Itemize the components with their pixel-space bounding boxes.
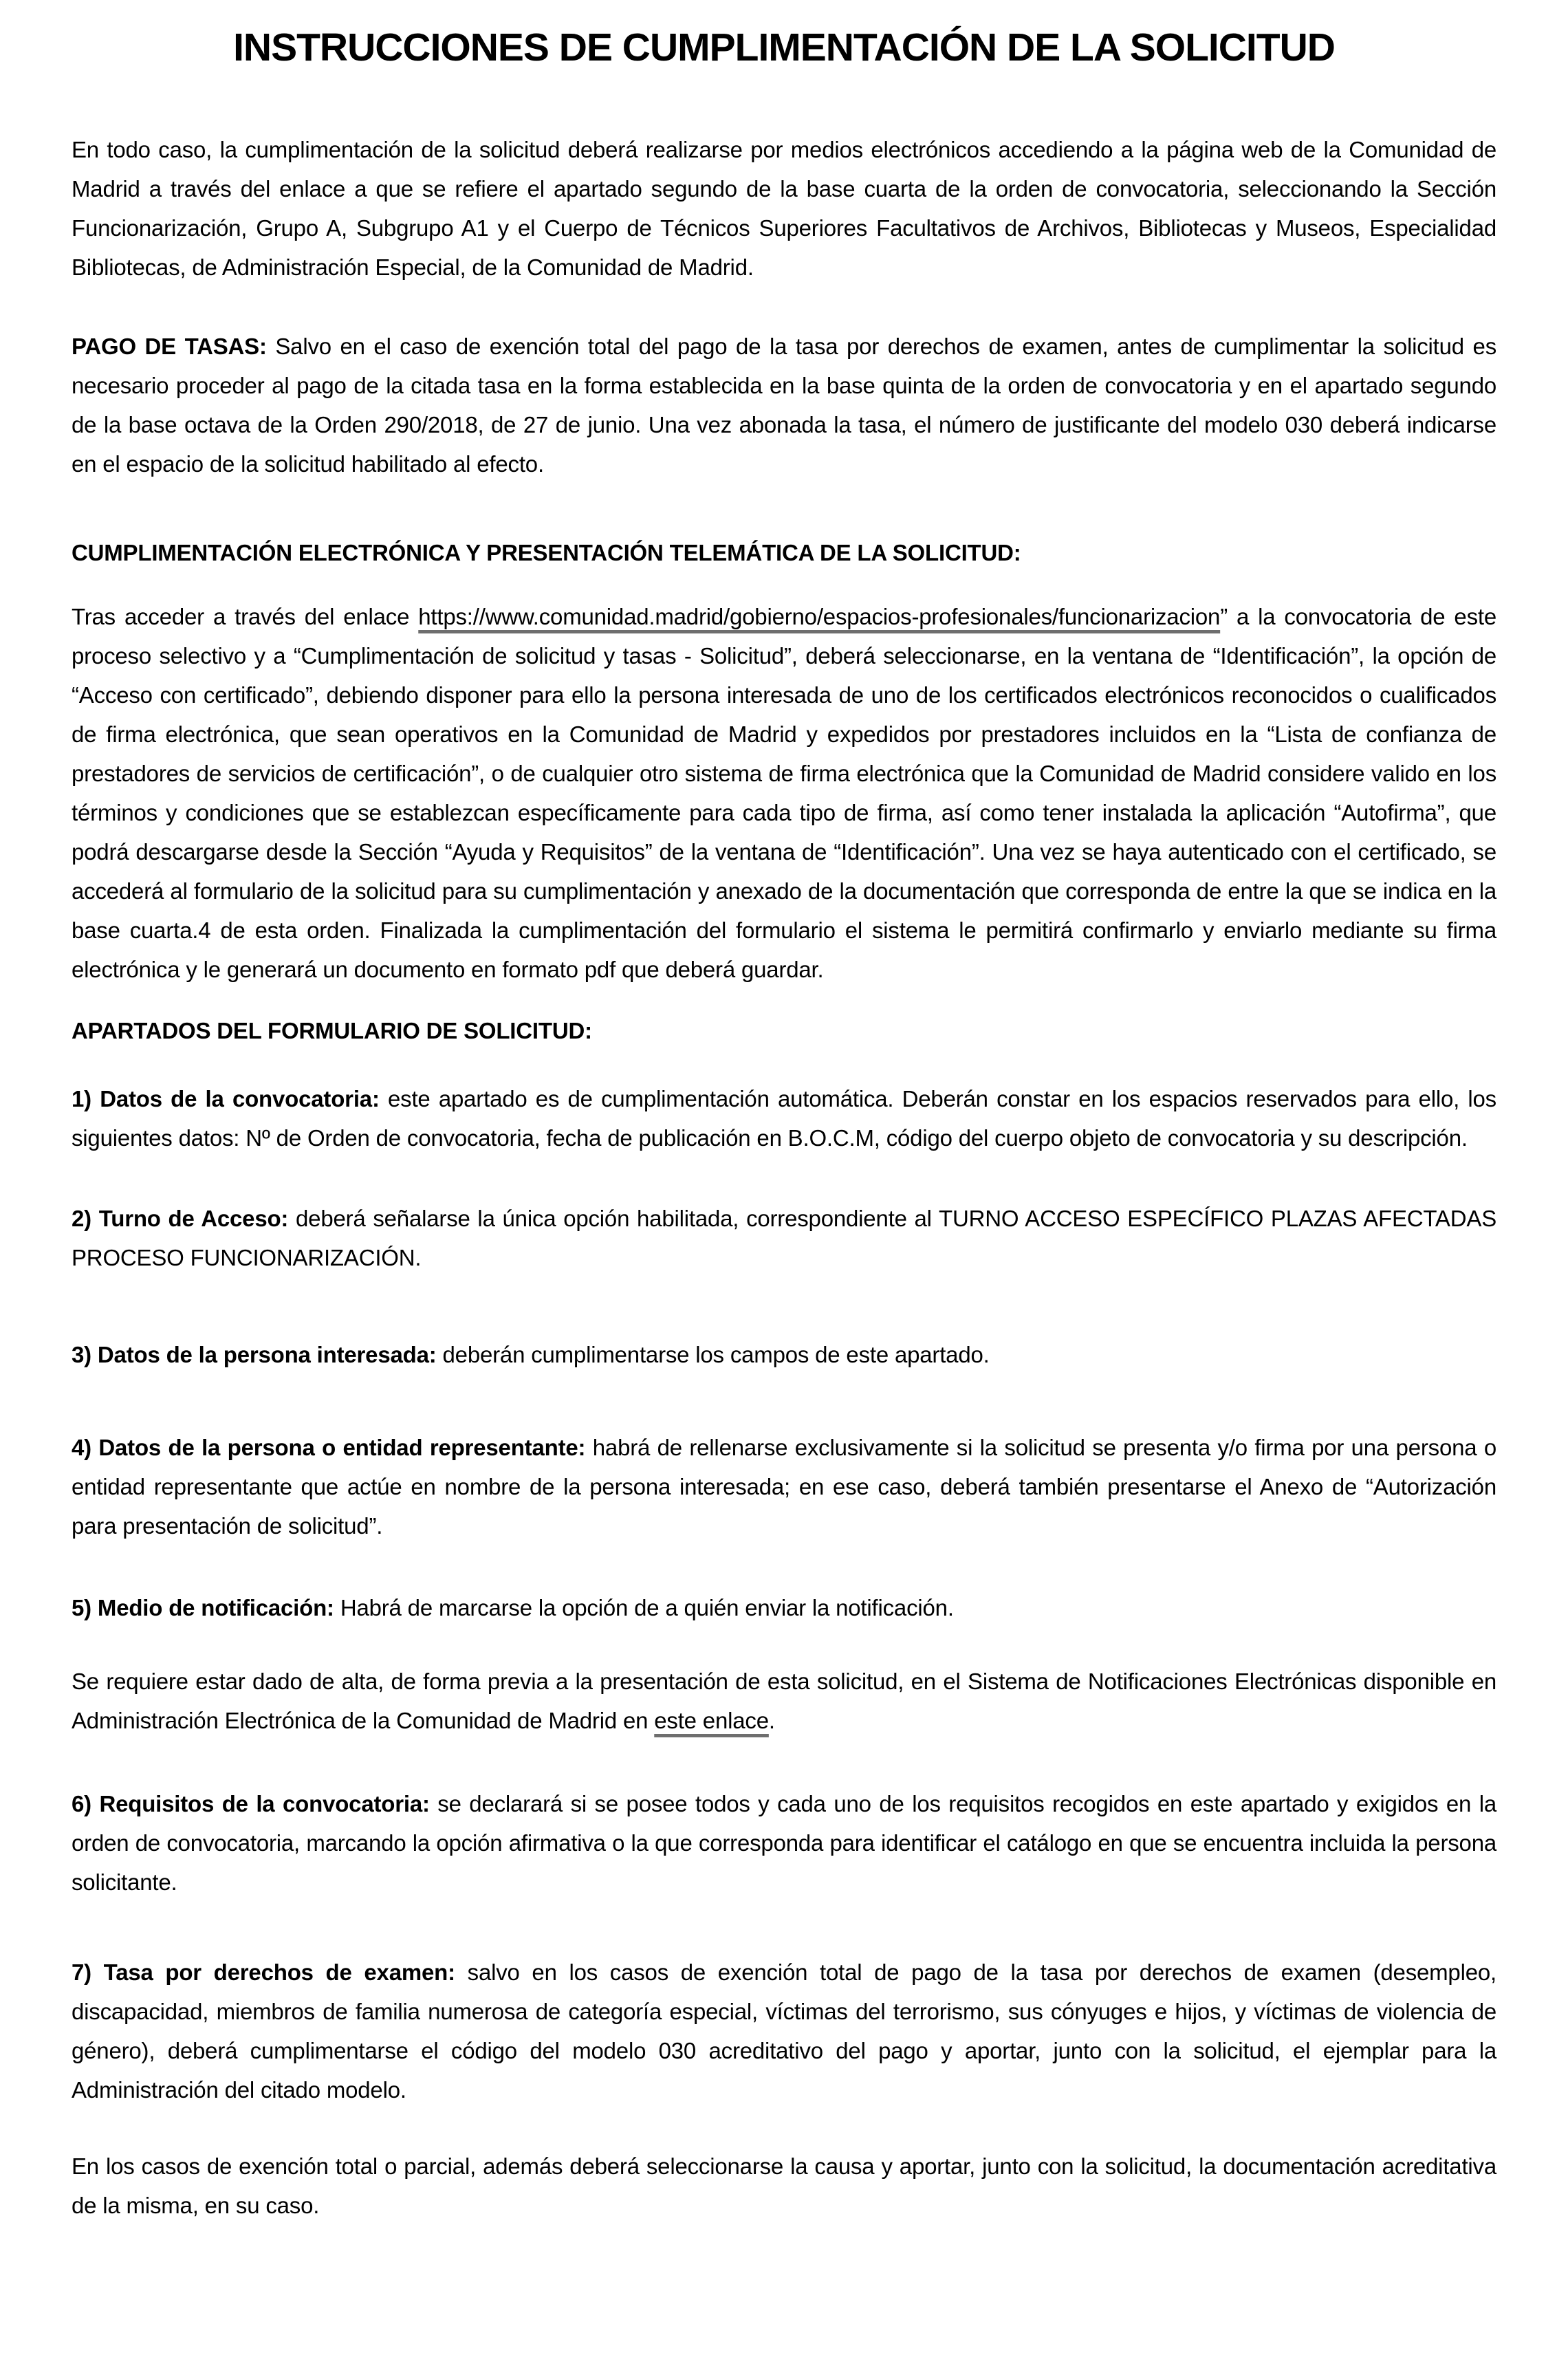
block-pago-de-tasas xyxy=(72,327,1496,484)
document-body xyxy=(72,130,1496,2225)
block-requisitos-convocatoria xyxy=(72,1784,1496,1902)
block-tras-acceder xyxy=(72,597,1496,989)
text-run: Tras acceder a través del enlace xyxy=(72,604,419,630)
bold-lead: CUMPLIMENTACIÓN ELECTRÓNICA Y PRESENTACIÓN TELEMÁTICA DE LA SOLICITUD: xyxy=(72,540,1021,566)
text-run: Salvo en el caso de exención total del pago de la tasa por derechos de examen, antes de cumplimentar la solicitud es necesario proceder al pago de la citada tasa en la forma establecida en la base quinta de la orden de convocatoria y en el apartado segundo de la base octava de la Orden 290/2018, de 27 de junio. Una vez abonada la tasa, el número de justificante del modelo 030 deberá indicarse en el espacio de la solicitud habilitado al efecto. xyxy=(72,334,1497,477)
block-datos-persona-interesada xyxy=(72,1335,1496,1374)
bold-lead: APARTADOS DEL FORMULARIO DE SOLICITUD: xyxy=(72,1018,592,1044)
text-run: Se requiere estar dado de alta, de forma previa a la presentación de esta solicitud, en el Sistema de Notificaciones Electrónicas disponible en Administración Electrónica de la Comunidad de Madrid en xyxy=(72,1669,1496,1734)
text-run: este apartado es de cumplimentación automática. Deberán constar en los espacios reservados para ello, los siguientes datos: Nº de Orden de convocatoria, fecha de publicación en B.O.C.M, código del cuerpo objeto de convocatoria y su descripción. xyxy=(72,1086,1496,1151)
block-medio-notificacion xyxy=(72,1588,1496,1627)
text-run: deberán cumplimentarse los campos de este apartado. xyxy=(436,1342,990,1368)
hyperlink[interactable]: https://www.comunidad.madrid/gobierno/espacios-profesionales/funcionarizacion xyxy=(418,604,1221,630)
text-run: se declarará si se posee todos y cada uno de los requisitos recogidos en este apartado y exigidos en la orden de convocatoria, marcando la opción afirmativa o la que corresponda para identificar el catálogo en que se encuentra incluida la persona solicitante. xyxy=(72,1791,1496,1896)
block-datos-representante xyxy=(72,1428,1496,1545)
text-run: Habrá de marcarse la opción de a quién enviar la notificación. xyxy=(334,1595,954,1621)
block-heading-cumplimentacion xyxy=(72,533,1496,572)
text-run: . xyxy=(768,1708,775,1734)
text-run: deberá señalarse la única opción habilitada, correspondiente al TURNO ACCESO ESPECÍFICO PLAZAS AFECTADAS PROCESO FUNCIONARIZACIÓN. xyxy=(72,1206,1497,1271)
text-run: salvo en los casos de exención total de pago de la tasa por derechos de examen (desempleo, discapacidad, miembros de familia numerosa de categoría especial, víctimas del terrorismo, sus cónyuges e hijos, y víctimas de violencia de género), deberá cumplimentarse el código del modelo 030 acreditativo del pago y aportar, junto con la solicitud, el ejemplar para la Administración del citado modelo. xyxy=(72,1960,1496,2103)
block-exencion-total-parcial xyxy=(72,2147,1496,2225)
hyperlink[interactable]: este enlace xyxy=(654,1708,769,1734)
bold-lead: 2) Turno de Acceso: xyxy=(72,1206,289,1232)
block-intro xyxy=(72,130,1496,287)
text-run: En los casos de exención total o parcial, además deberá seleccionarse la causa y aportar, junto con la solicitud, la documentación acreditativa de la misma, en su caso. xyxy=(72,2153,1496,2219)
bold-lead: 5) Medio de notificación: xyxy=(72,1595,334,1621)
block-turno-acceso xyxy=(72,1199,1496,1277)
bold-lead: PAGO DE TASAS: xyxy=(72,334,267,360)
bold-lead: 1) Datos de la convocatoria: xyxy=(72,1086,380,1112)
bold-lead: 7) Tasa por derechos de examen: xyxy=(72,1960,455,1986)
bold-lead: 3) Datos de la persona interesada: xyxy=(72,1342,437,1368)
text-run: habrá de rellenarse exclusivamente si la solicitud se presenta y/o firma por una persona o entidad representante que actúe en nombre de la persona interesada; en ese caso, deberá también presentarse el Anexo de “Autorización para presentación de solicitud”. xyxy=(72,1435,1497,1539)
bold-lead: 4) Datos de la persona o entidad representante: xyxy=(72,1435,586,1461)
block-datos-convocatoria xyxy=(72,1079,1496,1158)
text-run: ” a la convocatoria de este proceso selectivo y a “Cumplimentación de solicitud y tasas - Solicitud”, deberá seleccionarse, en la ventana de “Identificación”, la opción de “Acceso con certificado”, debiendo disponer para ello la persona interesada de uno de los certificados electrónicos reconocidos o cualificados de firma electrónica, que sean operativos en la Comunidad de Madrid y expedidos por prestadores incluidos en la “Lista de confianza de prestadores de servicios de certificación”, o de cualquier otro sistema de firma electrónica que la Comunidad de Madrid considere valido en los términos y condiciones que se establezcan específicamente para cada tipo de firma, así como tener instalada la aplicación “Autofirma”, que podrá descargarse desde la Sección “Ayuda y Requisitos” de la ventana de “Identificación”. Una vez se haya autenticado con el certificado, se accederá al formulario de la solicitud para su cumplimentación y anexado de la documentación que corresponda de entre la que se indica en la base cuarta.4 de esta orden. Finalizada la cumplimentación del formulario el sistema le permitirá confirmarlo y enviarlo mediante su firma electrónica y le generará un documento en formato pdf que deberá guardar. xyxy=(72,604,1496,983)
block-tasa-derechos-examen xyxy=(72,1953,1496,2109)
block-sistema-notificaciones xyxy=(72,1662,1496,1740)
page-title: INSTRUCCIONES DE CUMPLIMENTACIÓN DE LA SOLICITUD xyxy=(233,25,1335,69)
text-run: En todo caso, la cumplimentación de la solicitud deberá realizarse por medios electrónicos accediendo a la página web de la Comunidad de Madrid a través del enlace a que se refiere el apartado segundo de la base cuarta de la orden de convocatoria, seleccionando la Sección Funcionarización, Grupo A, Subgrupo A1 y el Cuerpo de Técnicos Superiores Facultativos de Archivos, Bibliotecas y Museos, Especialidad Bibliotecas, de Administración Especial, de la Comunidad de Madrid. xyxy=(72,137,1496,281)
block-heading-apartados xyxy=(72,1011,1496,1050)
bold-lead: 6) Requisitos de la convocatoria: xyxy=(72,1791,430,1817)
